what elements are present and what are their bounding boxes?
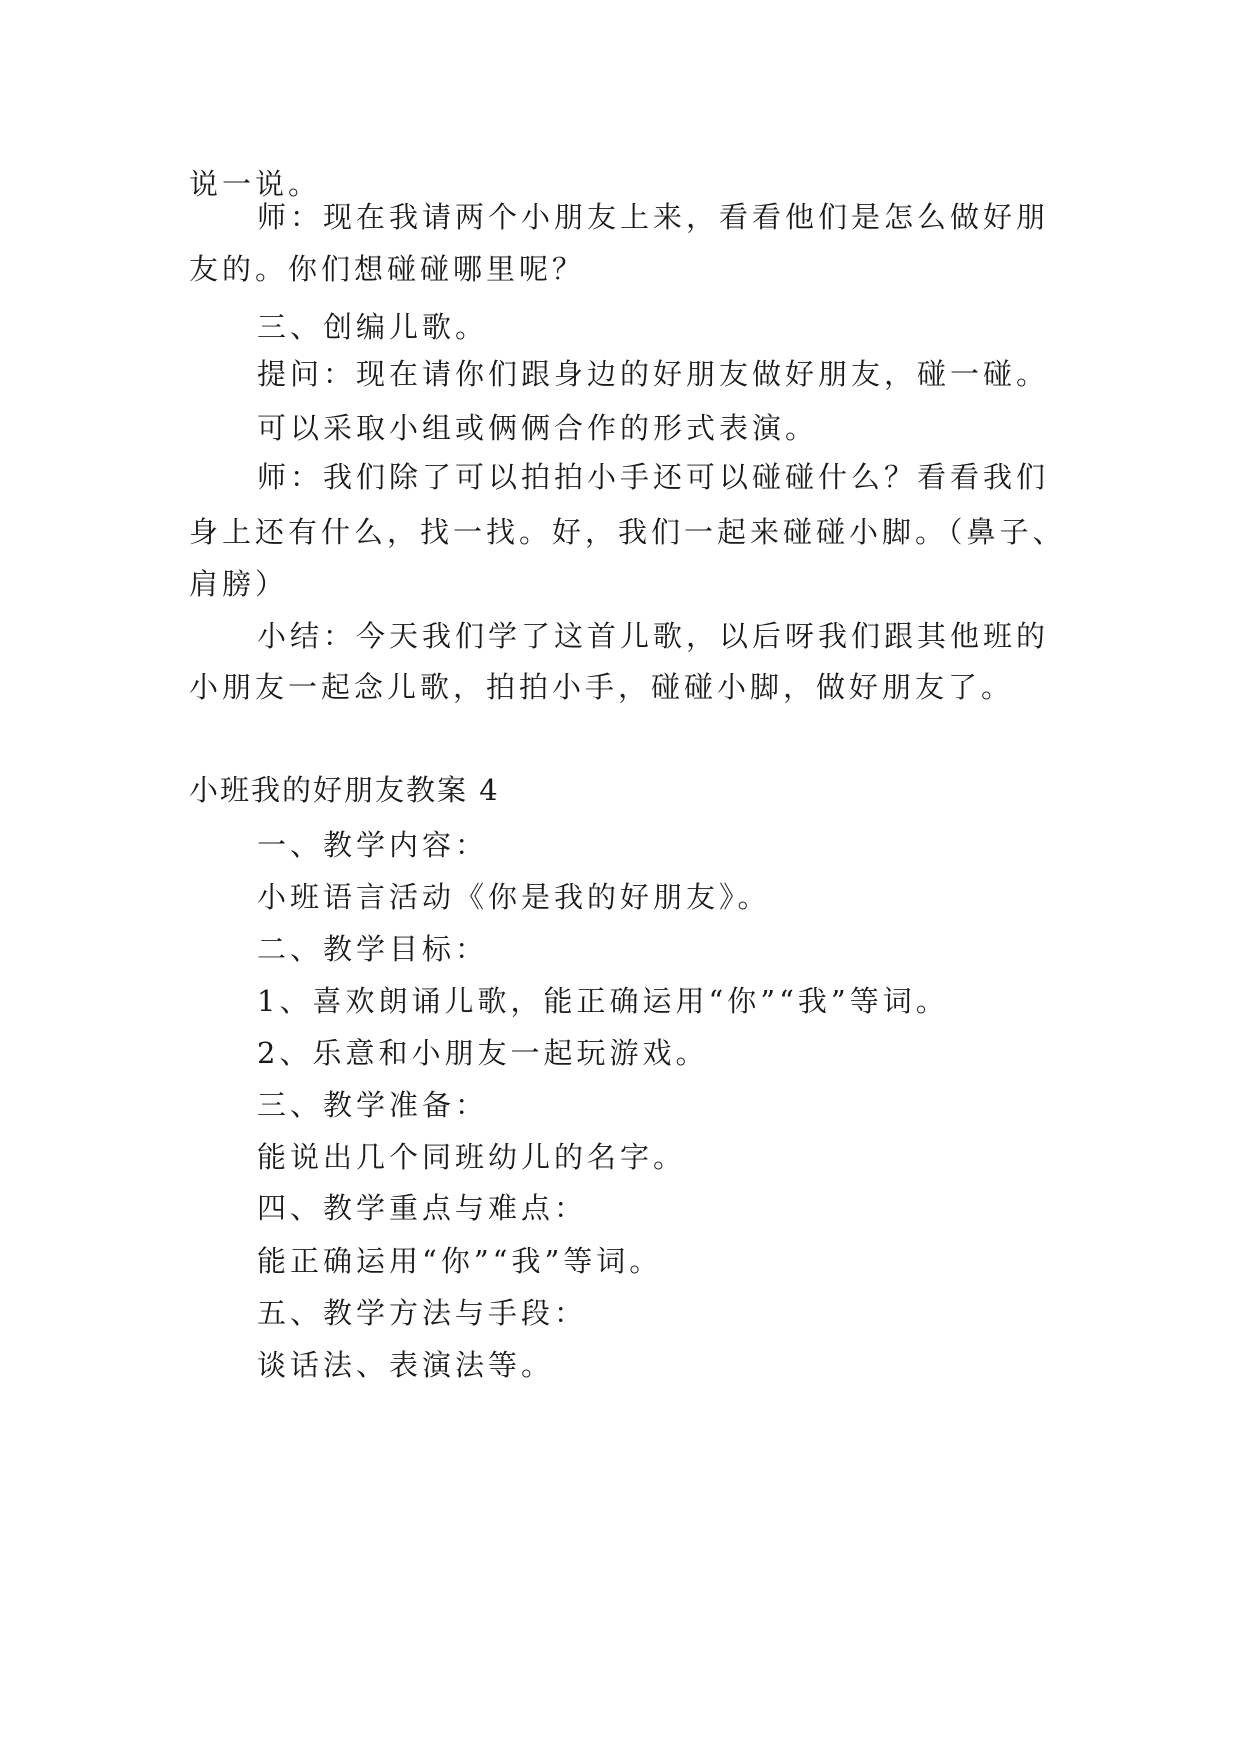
paragraph-line: 身上还有什么，找一找。好，我们一起来碰碰小脚。（鼻子、 xyxy=(189,515,1066,549)
section-line: 三、教学准备： xyxy=(257,1088,489,1122)
paragraph-line: 小朋友一起念儿歌，拍拍小手，碰碰小脚，做好朋友了。 xyxy=(189,670,1015,704)
paragraph-line: 三、创编儿歌。 xyxy=(257,310,489,344)
paragraph-line: 说一说。 xyxy=(189,167,322,201)
paragraph-line: 可以采取小组或俩俩合作的形式表演。 xyxy=(257,411,819,445)
section-line: 能说出几个同班幼儿的名字。 xyxy=(257,1140,687,1174)
paragraph-line: 师：我们除了可以拍拍小手还可以碰碰什么？看看我们 xyxy=(257,460,1050,494)
paragraph-line: 肩膀） xyxy=(189,567,289,601)
section-line: 一、教学内容： xyxy=(257,828,489,862)
paragraph-line: 小结：今天我们学了这首儿歌，以后呀我们跟其他班的 xyxy=(257,619,1050,653)
section-line: 二、教学目标： xyxy=(257,932,489,966)
section-line: 四、教学重点与难点： xyxy=(257,1191,588,1225)
paragraph-line: 提问：现在请你们跟身边的好朋友做好朋友，碰一碰。 xyxy=(257,357,1050,391)
paragraph-line: 师：现在我请两个小朋友上来，看看他们是怎么做好朋 xyxy=(257,200,1050,234)
section-line: 能正确运用“你”“我”等词。 xyxy=(257,1244,663,1278)
paragraph-line: 友的。你们想碰碰哪里呢？ xyxy=(189,252,586,286)
section-title: 小班我的好朋友教案 4 xyxy=(189,773,500,807)
section-line: 2、乐意和小朋友一起玩游戏。 xyxy=(257,1036,709,1070)
section-line: 1、喜欢朗诵儿歌，能正确运用“你”“我”等词。 xyxy=(257,984,949,1018)
section-line: 五、教学方法与手段： xyxy=(257,1296,588,1330)
section-line: 小班语言活动《你是我的好朋友》。 xyxy=(257,880,771,914)
section-line: 谈话法、表演法等。 xyxy=(257,1348,555,1382)
